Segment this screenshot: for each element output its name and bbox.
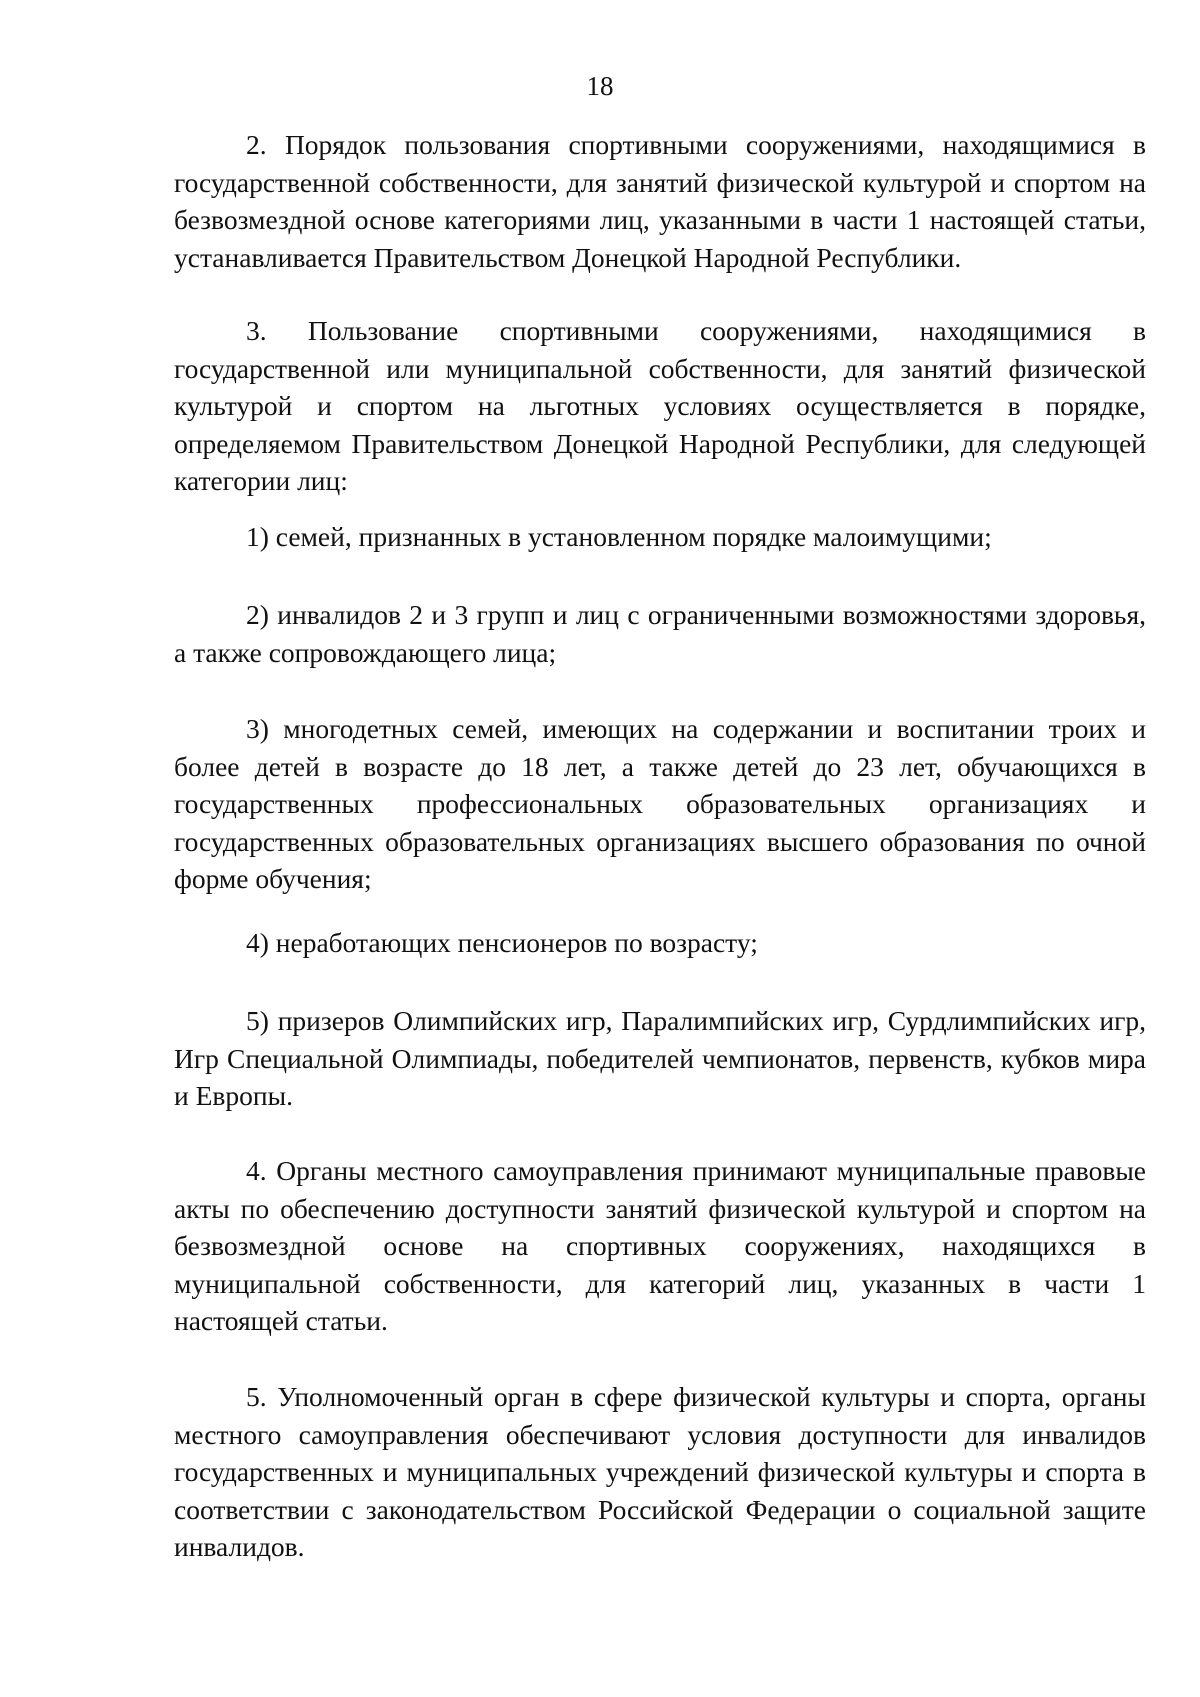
list-item-2: 2) инвалидов 2 и 3 групп и лиц с ограниченными возможностями здоровья, а также сопровождающего лица;	[174, 599, 1146, 668]
paragraph-part-5: 5. Уполномоченный орган в сфере физической культуры и спорта, органы местного самоуправления обеспечивают условия доступности для инвалидов государственных и муниципальных учреждений физической культуры и спорта в соответствии с законодательством Российской Федерации о социальной защите инвалидов.	[174, 1381, 1146, 1562]
list-item-4: 4) неработающих пенсионеров по возрасту;	[246, 927, 758, 958]
paragraph-part-3: 3. Пользование спортивными сооружениями, находящимися в государственной или муниципальной собственности, для занятий физической культурой и спортом на льготных условиях осуществляется в порядке, определяемом Правительством Донецкой Народной Республики, для следующей категории лиц:	[174, 315, 1146, 496]
paragraph-part-4: 4. Органы местного самоуправления принимают муниципальные правовые акты по обеспечению доступности занятий физической культурой и спортом на безвозмездной основе на спортивных сооружениях, находящихся в муниципальной собственности, для категорий лиц, указанных в части 1 настоящей статьи.	[174, 1155, 1146, 1336]
list-item-5: 5) призеров Олимпийских игр, Паралимпийских игр, Сурдлимпийских игр, Игр Специальной Олимпиады, победителей чемпионатов, первенств, кубков мира и Европы.	[174, 1005, 1146, 1111]
list-item-3: 3) многодетных семей, имеющих на содержании и воспитании троих и более детей в возрасте до 18 лет, а также детей до 23 лет, обучающихся в государственных профессиональных образовательных организациях и государственных образовательных организациях высшего образования по очной форме обучения;	[174, 713, 1146, 894]
paragraph-part-2: 2. Порядок пользования спортивными сооружениями, находящимися в государственной собственности, для занятий физической культурой и спортом на безвозмездной основе категориями лиц, указанными в части 1 настоящей статьи, устанавливается Правительством Донецкой Народной Республики.	[174, 129, 1146, 273]
list-item-1: 1) семей, признанных в установленном порядке малоимущими;	[246, 521, 992, 552]
page-number: 18	[586, 71, 614, 101]
